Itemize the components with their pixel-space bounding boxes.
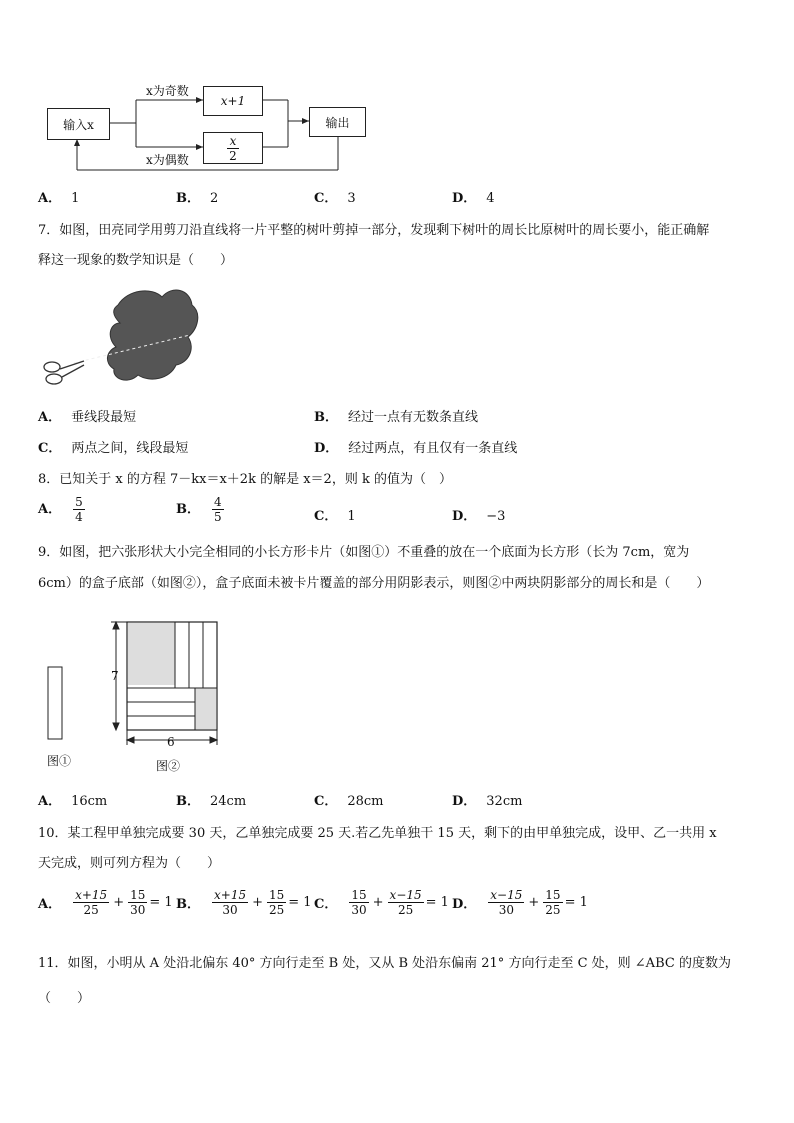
q7-option-d: D． 经过两点，有且仅有一条直线 (314, 441, 518, 456)
flowchart-even-box (203, 132, 263, 164)
q10-option-d: D． $\frac{x-15}{30}$ + $\frac{15}{25}$ = 1 (452, 888, 588, 917)
scissors-icon (44, 361, 84, 384)
q10-option-a: A． $\frac{x+15}{25}$ + $\frac{15}{30}$ = 1 (38, 888, 173, 917)
q7-option-c: C． 两点之间，线段最短 (38, 441, 189, 456)
q7-stem-line1: 7．如图，田亮同学用剪刀沿直线将一片平整的树叶剪掉一部分，发现剩下树叶的周长比原树叶的周长要小，能正确解 (38, 223, 710, 238)
q9-stem-line1: 9．如图，把六张形状大小完全相同的小长方形卡片（如图①）不重叠的放在一个底面为长方形（长为 7cm，宽为 (38, 545, 690, 560)
flowchart-odd-label: x为奇数 (146, 84, 189, 98)
width-label: 6 (167, 735, 175, 749)
q10-option-c: C． $\frac{15}{30}$ + $\frac{x-15}{25}$ = 1 (314, 888, 449, 917)
q6-option-b: B． 2 (176, 191, 219, 206)
flowchart-even-label: x为偶数 (146, 153, 189, 167)
q11-stem-line2: （ ） (38, 991, 91, 1006)
flowchart-output-label: 输出 (325, 115, 350, 130)
shaded-region-top (128, 623, 175, 685)
q10-stem-line1: 10．某工程甲单独完成要 30 天，乙单独完成要 25 天.若乙先单独干 15 天，剩下的由甲单独完成，设甲、乙一共用 x (38, 826, 717, 841)
q8-option-c: C． 1 (314, 509, 356, 524)
q9-option-b: B． 24cm (176, 794, 247, 809)
leaf-scissors-figure (40, 283, 210, 395)
q8-option-d: D． −3 (452, 509, 506, 524)
q9-stem-line2: 6cm）的盒子底部（如图②），盒子底面未被卡片覆盖的部分用阴影表示，则图②中两块阴影部分的周长和是（ ） (38, 576, 710, 591)
q10-option-b: B． $\frac{x+15}{30}$ + $\frac{15}{25}$ = 1 (176, 888, 312, 917)
q10-stem-line2: 天完成，则可列方程为（ ） (38, 856, 221, 871)
flowchart-output-box (309, 107, 366, 137)
flowchart-odd-expression: x+1 (220, 94, 246, 108)
leaf-shape (107, 290, 197, 380)
height-label: 7 (111, 669, 119, 683)
q8-option-a: A． $\frac{5}{4}$ (38, 495, 83, 524)
q6-option-a: A． 1 (38, 191, 80, 206)
flowchart-input-box (47, 108, 110, 140)
q9-option-d: D． 32cm (452, 794, 523, 809)
card-rectangle (48, 667, 62, 739)
q7-option-a: A． 垂线段最短 (38, 410, 137, 425)
q6-option-c: C． 3 (314, 191, 356, 206)
q6-option-d: D． 4 (452, 191, 495, 206)
fraction-numerator: x (227, 134, 239, 149)
flowchart-input-label: 输入x (63, 117, 94, 132)
q9-option-a: A． 16cm (38, 794, 108, 809)
fig1-label: 图① (47, 754, 72, 768)
q8-option-b: B． $\frac{4}{5}$ (176, 495, 222, 524)
shaded-region-bottom (195, 688, 216, 729)
fig2-label: 图② (156, 759, 181, 773)
q11-stem-line1: 11．如图，小明从 A 处沿北偏东 40° 方向行走至 B 处，又从 B 处沿东偏南 21° 方向行走至 C 处，则 ∠ABC 的度数为 (38, 956, 731, 971)
q9-option-c: C． 28cm (314, 794, 384, 809)
q7-option-b: B． 经过一点有无数条直线 (314, 410, 479, 425)
fraction-denominator: 2 (229, 148, 237, 163)
q7-stem-line2: 释这一现象的数学知识是（ ） (38, 253, 234, 268)
flowchart-connectors (0, 0, 794, 190)
q8-stem: 8．已知关于 x 的方程 7－kx＝x＋2k 的解是 x＝2，则 k 的值为（ ） (38, 472, 452, 487)
flowchart-even-fraction (227, 134, 239, 163)
flowchart-odd-box (203, 86, 263, 116)
